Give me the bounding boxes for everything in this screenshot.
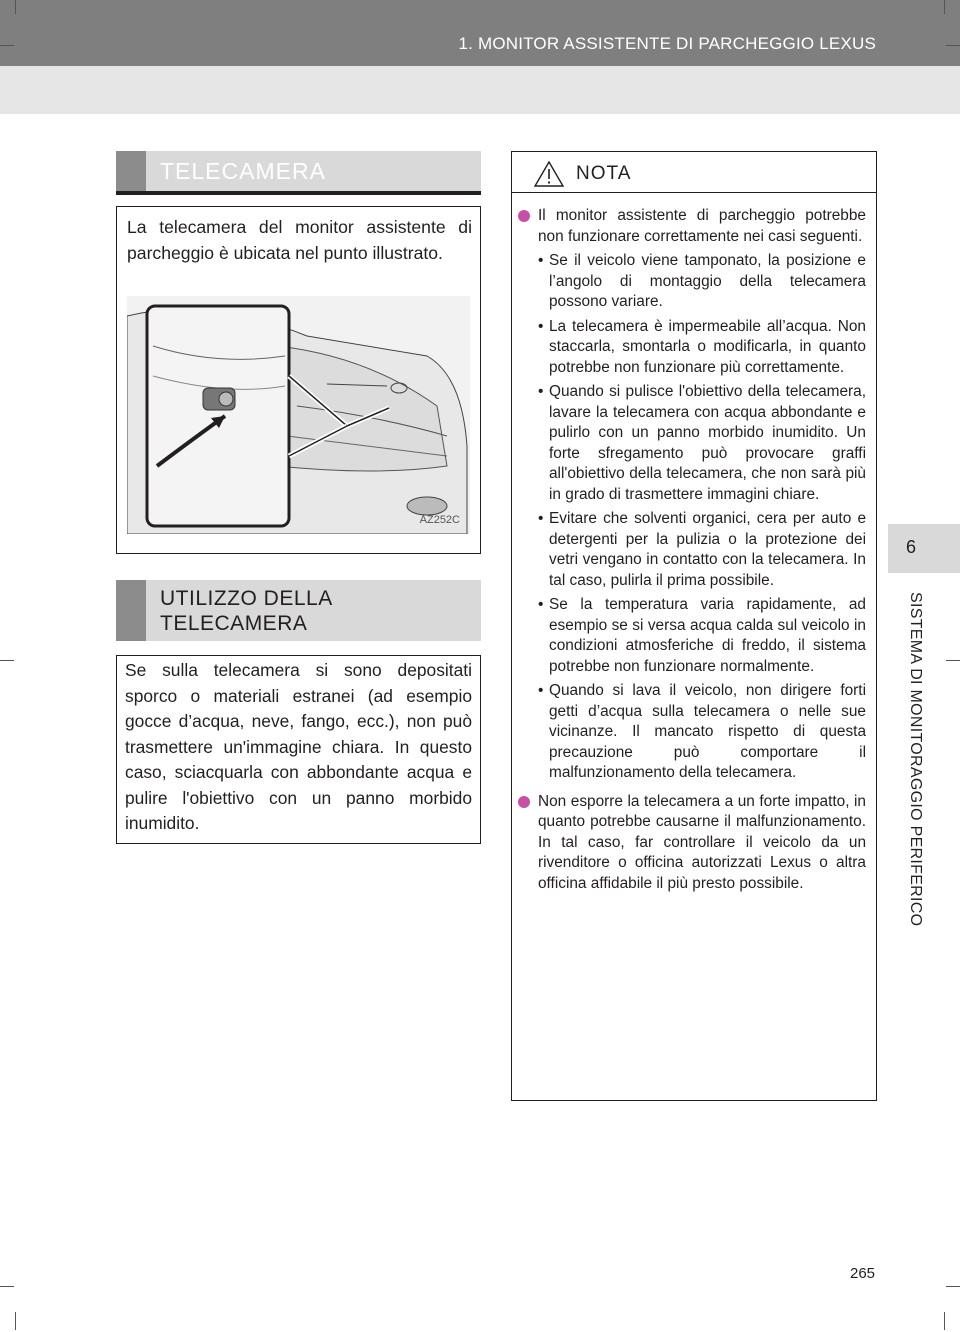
figure-code: AZ252C [419,514,460,526]
note-sub-item: • Evitare che solventi organici, cera per auto e detergenti per la pulizia o la protezione dei vetri vengano in contatto con la telecamera. In tal caso, pulirla il prima possibile. [538,509,866,591]
note-sub-item: • Se il veicolo viene tamponato, la posizione e l’angolo di montaggio della telecamera possono variare. [538,251,866,313]
header-band [0,0,960,66]
section-tab [116,580,146,641]
sub-item-text: Se la temperatura varia rapidamente, ad esempio se si versa acqua calda sul veicolo in condizioni atmosferiche di freddo, il sistema potrebbe non funzionare normalmente. [549,596,866,675]
bullet-dot [518,210,530,222]
section-title-line2: TELECAMERA [160,611,308,635]
note-sub-item: • La telecamera è impermeabile all’acqua. Non staccarla, smontarla o modificarla, in quanto potrebbe non funzionare più correttamente. [538,317,866,379]
crop-mark [15,0,16,14]
crop-mark [946,1286,960,1287]
section-box-telecamera [116,206,481,554]
crop-mark [0,1286,14,1287]
section-title: TELECAMERA [160,158,326,184]
sub-item-text: La telecamera è impermeabile all’acqua. Non staccarla, smontarla o modificarla, in quanto potrebbe non funzionare più correttamente. [549,317,866,376]
chapter-title: 1. MONITOR ASSISTENTE DI PARCHEGGIO LEXUS [458,34,876,53]
note-item-text: Non esporre la telecamera a un forte impatto, in quanto potrebbe causarne il malfunzionamento. In tal caso, far controllare il veicolo da un rivenditore o officina autorizzati Lexus o altra officina affidabile il più presto possibile. [538,792,866,892]
page-number: 265 [850,1265,876,1282]
note-box [511,151,877,1101]
chapter-number: 6 [906,537,917,557]
camera-location-figure [127,296,470,534]
sub-item-text: Quando si pulisce l'obiettivo della telecamera, lavare la telecamera con acqua abbondante e pulirlo con un panno morbido inumidito. Un forte sfregamento può provocare graffi all'obiettivo della telecamera, che non sarà più in grado di trasmettere immagini chiare. [549,383,866,503]
note-header [512,152,876,193]
section-tab [116,151,146,192]
section-text: La telecamera del monitor assistente di parcheggio è ubicata nel punto illustrato. [127,217,472,263]
bullet-dot [518,796,530,808]
crop-mark [944,1312,945,1330]
warning-icon [534,161,564,187]
crop-mark [0,45,14,46]
section-heading-telecamera [116,151,481,192]
crop-mark [944,0,945,14]
sub-item-text: Quando si lava il veicolo, non dirigere forti getti d’acqua sulla telecamera o nelle sue vicinanze. Il mancato rispetto di questa precauzione può comportare il malfunzionamento della telecamera. [549,682,866,781]
note-sub-item: • Se la temperatura varia rapidamente, ad esempio se si versa acqua calda sul veicolo in condizioni atmosferiche di freddo, il sistema potrebbe non funzionare normalmente. [538,595,866,677]
crop-mark [946,660,960,661]
note-body [512,206,876,902]
note-item [536,792,866,895]
subheader-band [0,66,960,114]
section-text: Se sulla telecamera si sono depositati sporco o materiali estranei (ad esempio gocce d’acqua, neve, fango, ecc.), non può trasmettere un'immagine chiara. In questo caso, sciacquarla con abbondante acqua e pulire l'obiettivo con un panno morbido inumidito. [125,660,472,833]
section-box-utilizzo [116,655,481,844]
note-item-text: Il monitor assistente di parcheggio potrebbe non funzionare correttamente nei casi seguenti. [538,207,866,245]
chapter-side-text: SISTEMA DI MONITORAGGIO PERIFERICO [907,592,924,927]
crop-mark [946,45,960,46]
section-title [146,580,481,641]
sub-item-text: Se il veicolo viene tamponato, la posizione e l’angolo di montaggio della telecamera possono variare. [549,252,866,310]
section-title-line1: UTILIZZO DELLA [160,586,333,610]
chapter-side-label [902,592,928,964]
car-rear-illustration [127,296,470,534]
note-sub-item: • Quando si pulisce l'obiettivo della telecamera, lavare la telecamera con acqua abbondante e pulirlo con un panno morbido inumidito. Un forte sfregamento può provocare graffi all'obiettivo della telecamera, che non sarà più in grado di trasmettere immagini chiare. [538,382,866,505]
note-item [536,206,866,784]
note-title: NOTA [576,163,632,184]
chapter-tab [888,524,960,573]
note-sub-item: • Quando si lava il veicolo, non dirigere forti getti d’acqua sulla telecamera o nelle sue vicinanze. Il mancato rispetto di questa precauzione può comportare il malfunzionamento della telecamera. [538,681,866,784]
sub-item-text: Evitare che solventi organici, cera per auto e detergenti per la pulizia o la protezione dei vetri vengano in contatto con la telecamera. In tal caso, pulirla il prima possibile. [549,510,866,589]
crop-mark [15,1312,16,1330]
section-rule [116,191,481,195]
crop-mark [0,660,14,661]
section-heading-utilizzo [116,580,481,641]
